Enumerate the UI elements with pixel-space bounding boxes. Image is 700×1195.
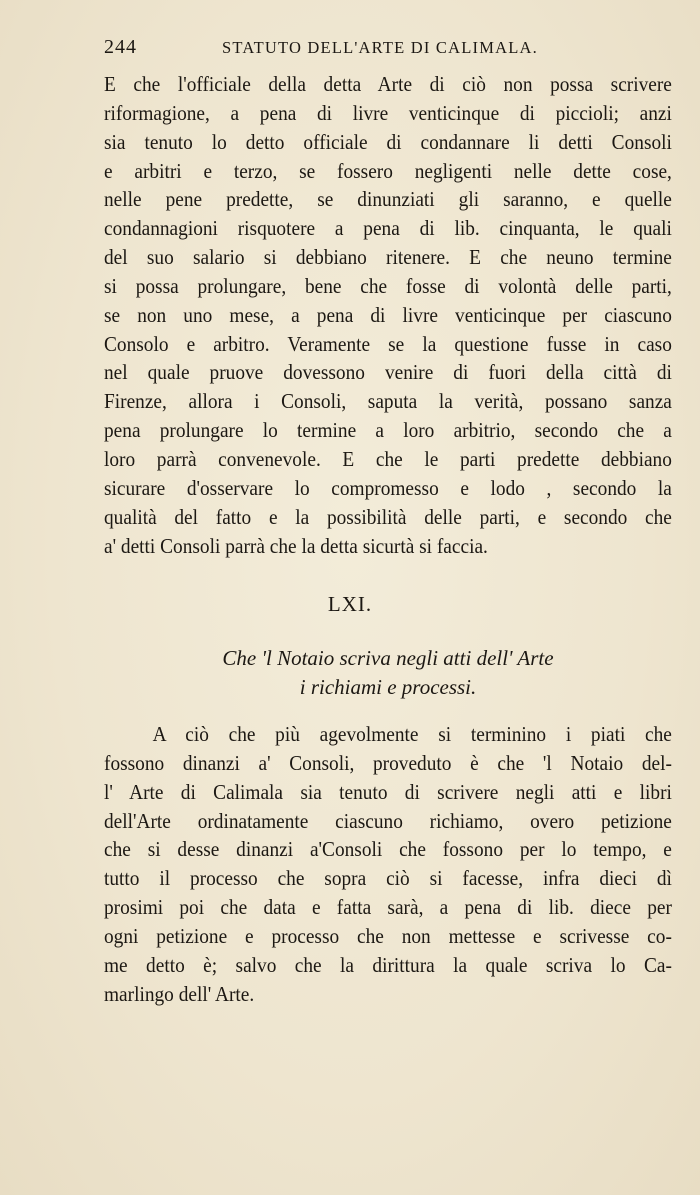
page-number: 244 [104, 36, 137, 58]
text-line: me detto è; salvo che la dirittura la quale scriva lo Ca- [104, 952, 672, 977]
paragraph-1 [104, 70, 672, 560]
text-line: dell'Arte ordinatamente ciascuno richiamo, overo petizione [104, 808, 672, 833]
text-line: nelle pene predette, se dinunziati gli saranno, e quelle [104, 187, 672, 212]
section-title-line-2: i richiami e processi. [299, 675, 477, 699]
section-title-line-1: Che 'l Notaio scriva negli atti dell' Arte [222, 646, 554, 670]
text-line: sia tenuto lo detto officiale di condannare li detti Consoli [104, 129, 672, 154]
text-line: del suo salario si debbiano ritenere. E che neuno termine [104, 245, 672, 270]
text-line: si possa prolungare, bene che fosse di volontà delle parti, [104, 273, 672, 298]
text-line: marlingo dell' Arte. [104, 981, 255, 1006]
text-line: che si desse dinanzi a'Consoli che fossono per lo tempo, e [104, 837, 672, 862]
section-number: LXI. [327, 592, 373, 616]
text-line: a' detti Consoli parrà che la detta sicurtà si faccia. [104, 533, 488, 558]
text-line: E che l'officiale della detta Arte di ciò non possa scrivere [104, 72, 672, 96]
running-title: STATUTO DELL'ARTE DI CALIMALA. [222, 38, 538, 57]
text-line: fossono dinanzi a' Consoli, proveduto è che 'l Notaio del- [104, 750, 672, 775]
text-line: A ciò che più agevolmente si terminino i piati che [152, 722, 672, 746]
text-line: Consolo e arbitro. Veramente se la questione fusse in caso [104, 331, 672, 356]
text-line: ogni petizione e processo che non mettesse e scrivesse co- [104, 923, 672, 948]
page-header [104, 36, 672, 62]
text-line: qualità del fatto e la possibilità delle parti, e secondo che [104, 504, 672, 529]
text-line: l' Arte di Calimala sia tenuto di scrivere negli atti e libri [104, 779, 672, 804]
text-line: se non uno mese, a pena di livre venticinque per ciascuno [104, 302, 672, 327]
text-line: riformagione, a pena di livre venticinque di piccioli; anzi [104, 100, 672, 125]
text-line: condannagioni risquotere a pena di lib. cinquanta, le quali [104, 216, 672, 241]
text-line: e arbitri e terzo, se fossero negligenti nelle dette cose, [104, 158, 672, 183]
text-line: prosimi poi che data e fatta sarà, a pena di lib. diece per [104, 895, 672, 920]
text-line: Firenze, allora i Consoli, saputa la verità, possano sanza [104, 389, 672, 414]
text-line: sicurare d'osservare lo compromesso e lodo , secondo la [104, 475, 672, 500]
text-line: tutto il processo che sopra ciò si facesse, infra dieci dì [104, 866, 672, 891]
text-line: nel quale pruove dovessono venire di fuori della città di [104, 360, 672, 385]
section-title [0, 644, 700, 702]
paragraph-2 [104, 720, 672, 1008]
text-line: pena prolungare lo termine a loro arbitrio, secondo che a [104, 418, 672, 443]
text-line: loro parrà convenevole. E che le parti predette debbiano [104, 446, 672, 471]
